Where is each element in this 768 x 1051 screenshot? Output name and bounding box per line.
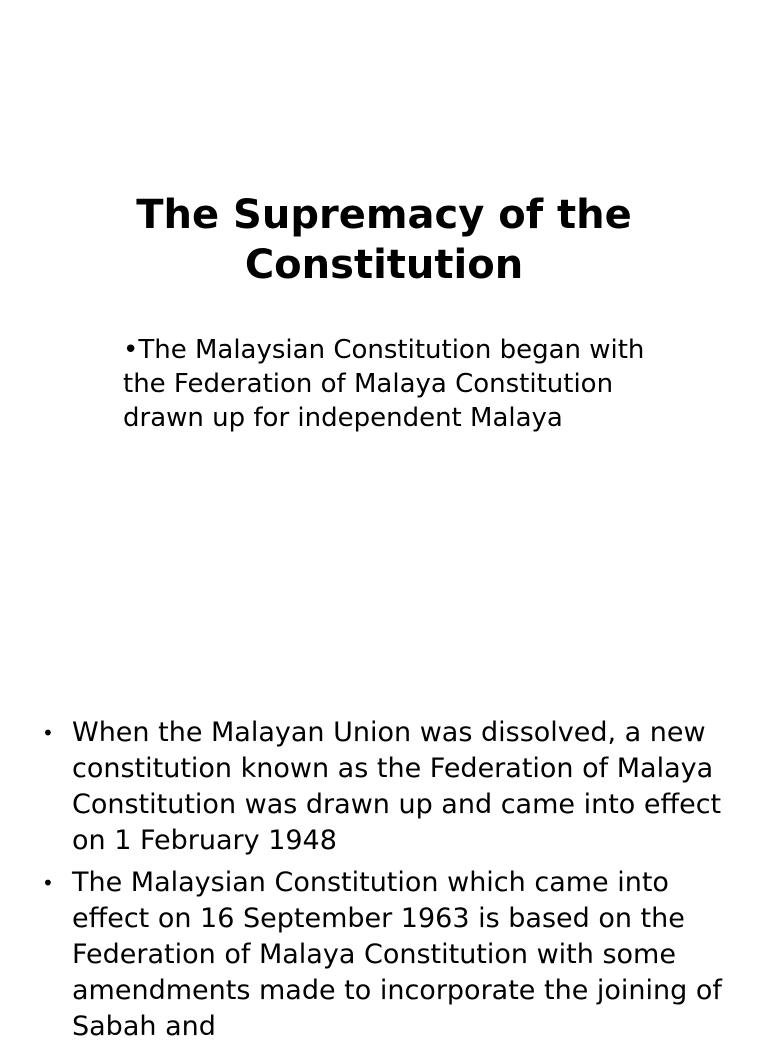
bullet-text: When the Malayan Union was dissolved, a new constitution known as the Federation of Malaya Constitution was drawn up and came into effect on 1 February 1948 [72,717,722,856]
bullet-item [40,865,730,1045]
bullet-list [40,715,730,1051]
slide-title-line-2: Constitution [244,242,524,288]
slide-title-line-1: The Supremacy of the [136,192,632,238]
bullet-item [40,715,730,859]
bullet-marker: • [42,721,54,745]
bullet-marker: • [42,871,54,895]
subtitle-bullet-marker: • [123,335,139,365]
subtitle-paragraph [123,333,663,435]
slide-title [0,190,768,290]
subtitle-text: The Malaysian Constitution began with the Federation of Malaya Constitution drawn up for independent Malaya [123,335,645,433]
bullet-text: The Malaysian Constitution which came into effect on 16 September 1963 is based on the Federation of Malaya Constitution with some amendments made to incorporate the joining of Sabah and [72,867,722,1042]
